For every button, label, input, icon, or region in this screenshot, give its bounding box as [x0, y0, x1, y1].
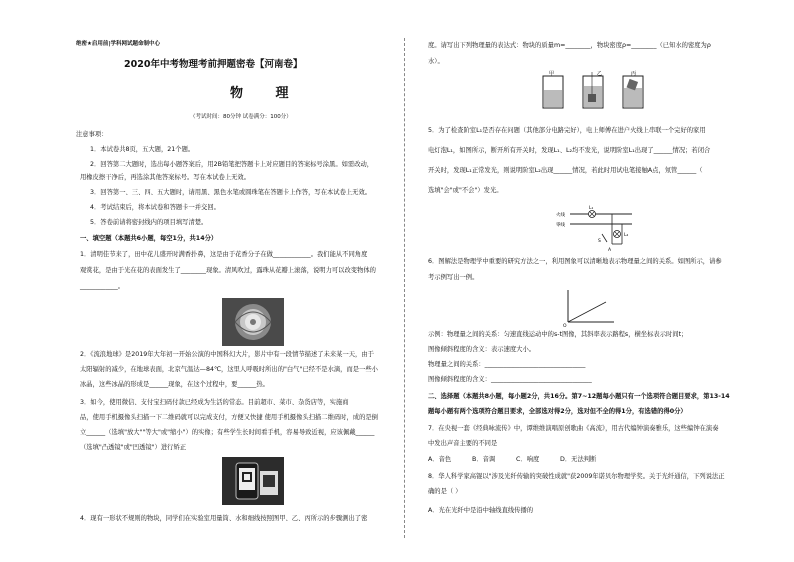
- q5-line: 选填"会"或"不会"）发光。: [428, 187, 503, 194]
- q8-line: 8．华人科学家高锟以"涉及光纤传输的突破性成就"获2009年诺贝尔物理学奖。关于光纤通信，下列说法正: [428, 473, 725, 480]
- circuit-figure: [556, 204, 636, 256]
- q1-line: 1．清明佳节来了，田中花儿盛开时满香扑鼻，这是由于花香分子在做____________。我们能从不同角度: [80, 251, 368, 258]
- circuit-label: 零线: [556, 223, 565, 228]
- q3-line: （选填"凸透镜"或"凹透镜"）进行矫正: [80, 444, 187, 451]
- q7-option-b[interactable]: B．音调: [472, 456, 496, 463]
- flower-image: [222, 298, 284, 346]
- q7-option-d[interactable]: D．无法判断: [560, 456, 597, 463]
- circuit-label: L₂: [624, 233, 629, 238]
- q2-line: 太阳辐射的减少，在地球表面，北京气温达—84℃，这里人呼吸时所出的"白气"已经不是水滴，而是一些小: [80, 366, 378, 373]
- q4-cont-line: 水）。: [428, 58, 444, 65]
- notice-item: 用橡皮擦干净后，再选涂其他答案标号。写在本试卷上无效。: [80, 174, 251, 181]
- notice-item: 2．回答第二大题时，选出每小题答案后，用2B铅笔把答题卡上对应题目的答案标号涂黑。如需改动，: [90, 161, 374, 168]
- q1-line: ____________。: [80, 283, 125, 290]
- q3-line: 立______（选填"放大""等大"或"缩小"）的实像；有些学生长时间看手机，容易导致近视，应该佩戴______: [80, 429, 375, 436]
- circuit-label: L₁: [589, 206, 594, 211]
- q8-option-a[interactable]: A．光在光纤中是沿中轴线直线传播的: [428, 507, 534, 514]
- section2-heading: 二、选择题（本题共8小题，每小题2分，共16分。第7~12题每小题只有一个选项符合题目要求，第13-14: [428, 393, 730, 400]
- beaker-label: 甲: [549, 71, 555, 77]
- graph-origin-label: O: [563, 324, 567, 328]
- graph-figure: [560, 288, 616, 328]
- q6-line: 考示例写出一例。: [428, 274, 479, 281]
- secret-note: 绝密★启用前|学科网试题命制中心: [76, 41, 160, 47]
- q3-line: 3．如今，使用微信、支付宝扫码付款已经成为生活的常态。目前超市、菜市、杂货店等，实施商: [80, 399, 349, 406]
- beakers-figure: [535, 70, 655, 112]
- page-divider: [404, 38, 405, 538]
- notice-item: 5．答卷前请将密封线内的项目填写清楚。: [90, 219, 208, 226]
- q5-line: 电灯泡L₁，如图所示，断开所有开关时，发现L₁、L₂均不发光，说明阶室L₁出现了______情况；若闭合: [428, 147, 711, 154]
- circuit-label: A: [608, 248, 612, 253]
- subject-title: 物 理: [230, 86, 303, 101]
- section1-heading: 一、填空题（本题共6小题，每空1分，共14分）: [80, 235, 218, 242]
- q7-option-c[interactable]: C．响度: [516, 456, 540, 463]
- example-line: 示例：物理量之间的关系：匀速直线运动中的s-t图像，其斜率表示路程s，横坐标表示时间t；: [428, 331, 688, 338]
- exam-title: 2020年中考物理考前押题密卷【河南卷】: [124, 59, 303, 70]
- q5-line: 开关时，发现L₁正常发光，则说明阶室L₂出现______情况，若此时用试电笔接触A点，氖管______（: [428, 167, 703, 174]
- q7-line: 中发出声音主要的不同是: [428, 440, 498, 447]
- q8-line: 确的是（ ）: [428, 488, 462, 495]
- notice-item: 4．考试结束后，将本试卷和答题卡一并交回。: [90, 204, 220, 211]
- circuit-label: 火线: [556, 213, 565, 218]
- notices-heading: 注意事项：: [76, 131, 108, 138]
- notice-item: 3．回答第一、三、四、五大题时，请用黑、黑色水笔或圆珠笔在答题卡上作答，写在本试卷上无效。: [90, 189, 372, 196]
- q5-line: 5．为了检查阶室L₁是否存在问题（其他部分电路完好），电上师傅在进户火线上串联一个完好的家用: [428, 127, 706, 134]
- q2-line: 2．《流浪地球》是2019年大年初一开始公演的中国科幻大片，影片中有一段情节描述了未来某一天，由于: [80, 351, 374, 358]
- notice-item: 1．本试卷共8页，五大题，21个题。: [90, 146, 195, 153]
- q3-line: 品，使用手机摄像头扫描一下二维码就可以完成支付，方便又快捷 使用手机摄像头扫描二维码时，成的是倒: [80, 414, 378, 421]
- answer-relation[interactable]: 物理量之间的关系：________________________________: [428, 361, 586, 368]
- q7-option-a[interactable]: A．音色: [428, 456, 452, 463]
- q6-line: 6．图解法是物理学中重要的研究方法之一，利用图象可以清晰地表示物理量之间的关系。如图所示，请参: [428, 258, 722, 265]
- exam-info: （考试时间：80分钟 试卷满分：100分）: [190, 114, 292, 120]
- q4-line: 4．现有一形状不规则的物块，同学们在实验室用量筒、水和细线按照图甲、乙、丙所示的步骤测出了密: [80, 515, 368, 522]
- q2-line: 冰晶，这些冰晶的形成是______现象，在这个过程中，要______热。: [80, 381, 269, 388]
- q1-line: 观赏花，是由于光在花的表面发生了________现象。清风吹过，露珠从花瓣上滚落，说明力可以改变物体的: [80, 267, 376, 274]
- section2-heading-cont: 题每小题有两个选项符合题目要求，全部选对得2分，选对但不全的得1分，有选错的得0分）: [428, 408, 687, 415]
- circuit-label: S: [598, 239, 601, 244]
- beaker-label: 丙: [631, 71, 637, 77]
- example-line: 图像倾斜程度的含义：表示速度大小。: [428, 346, 536, 353]
- q4-cont-line: 度。请写出下列物理量的表达式：物块的质量m=________，物块密度ρ=________（已知水的密度为ρ: [428, 42, 711, 49]
- phone-scan-image: [222, 457, 284, 505]
- answer-slope[interactable]: 图像倾斜程度的含义：________________________________: [428, 376, 592, 383]
- beaker-label: 乙: [597, 71, 603, 77]
- q7-line: 7．在央视一套《经典咏流传》中，谭维维演唱原创歌曲《高流》，用古代编钟演奏雅乐，这些编钟在演奏: [428, 425, 719, 432]
